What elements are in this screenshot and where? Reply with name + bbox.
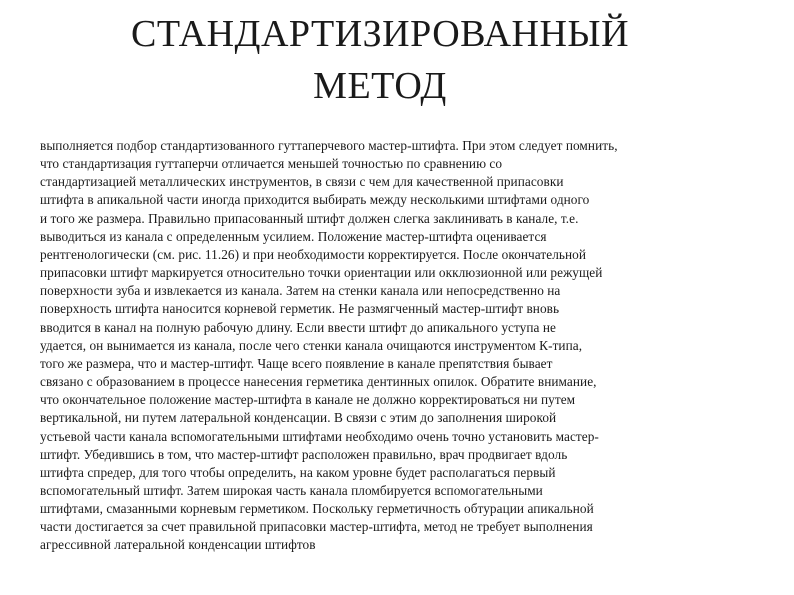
body-line: вводится в канал на полную рабочую длину. Если ввести штифт до апикального уступа не (40, 319, 556, 335)
body-line: выполняется подбор стандартизованного гуттаперчевого мастер-штифта. При этом следует помнить, (40, 138, 618, 153)
title-line-1: СТАНДАРТИЗИРОВАННЫЙ (130, 13, 630, 55)
body-line: удается, он вынимается из канала, после чего стенки канала очищаются инструментом К-типа, (40, 337, 583, 353)
body-line: рентгенологически (см. рис. 11.26) и при необходимости корректируется. После окончательной (40, 246, 587, 262)
body-line: поверхность штифта наносится корневой герметик. Не размягченный мастер-штифт вновь (40, 301, 560, 317)
body-line: штифт. Убедившись в том, что мастер-штифт расположен правильно, врач продвигает вдоль (40, 446, 568, 462)
body-paragraph (40, 137, 766, 555)
body-line: штифтами, смазанными корневым герметиком. Поскольку герметичность обтурации апикальной (40, 501, 594, 517)
body-line: поверхности зуба и извлекается из канала. Затем на стенки канала или непосредственно на (40, 283, 561, 299)
body-line: устьевой части канала вспомогательными штифтами необходимо очень точно установить мастер- (40, 428, 599, 444)
body-line: связано с образованием в процессе нанесения герметика дентинных опилок. Обратите внимание, (40, 374, 597, 390)
body-line: штифта спредер, для того чтобы определить, на каком уровне будет располагаться первый (40, 464, 556, 480)
title-line-2: МЕТОД (313, 65, 447, 107)
body-line: вспомогательный штифт. Затем широкая часть канала пломбируется вспомогательными (40, 482, 543, 498)
slide-title (60, 8, 700, 112)
body-line: части достигается за счет правильной припасовки мастер-штифта, метод не требует выполнения (40, 519, 593, 535)
body-line: что стандартизация гуттаперчи отличается меньшей точностью по сравнению со (40, 156, 503, 172)
body-line: вертикальной, ни путем латеральной конденсации. В связи с этим до заполнения широкой (40, 410, 557, 426)
body-line: агрессивной латеральной конденсации штифтов (40, 537, 316, 553)
body-line: припасовки штифт маркируется относительно точки ориентации или окклюзионной или режущей (40, 265, 603, 281)
body-line: стандартизацией металлических инструментов, в связи с чем для качественной припасовки (40, 174, 564, 190)
body-line: штифта в апикальной части иногда приходится выбирать между несколькими штифтами одного (40, 192, 590, 208)
body-line: и того же размера. Правильно припасованный штифт должен слегка заклинивать в канале, т.е. (40, 210, 579, 226)
body-line: того же размера, что и мастер-штифт. Чаще всего появление в канале препятствия бывает (40, 355, 553, 371)
body-line: выводиться из канала с определенным усилием. Положение мастер-штифта оценивается (40, 228, 547, 244)
body-line: что окончательное положение мастер-штифта в канале не должно корректироваться ни путем (40, 392, 576, 408)
